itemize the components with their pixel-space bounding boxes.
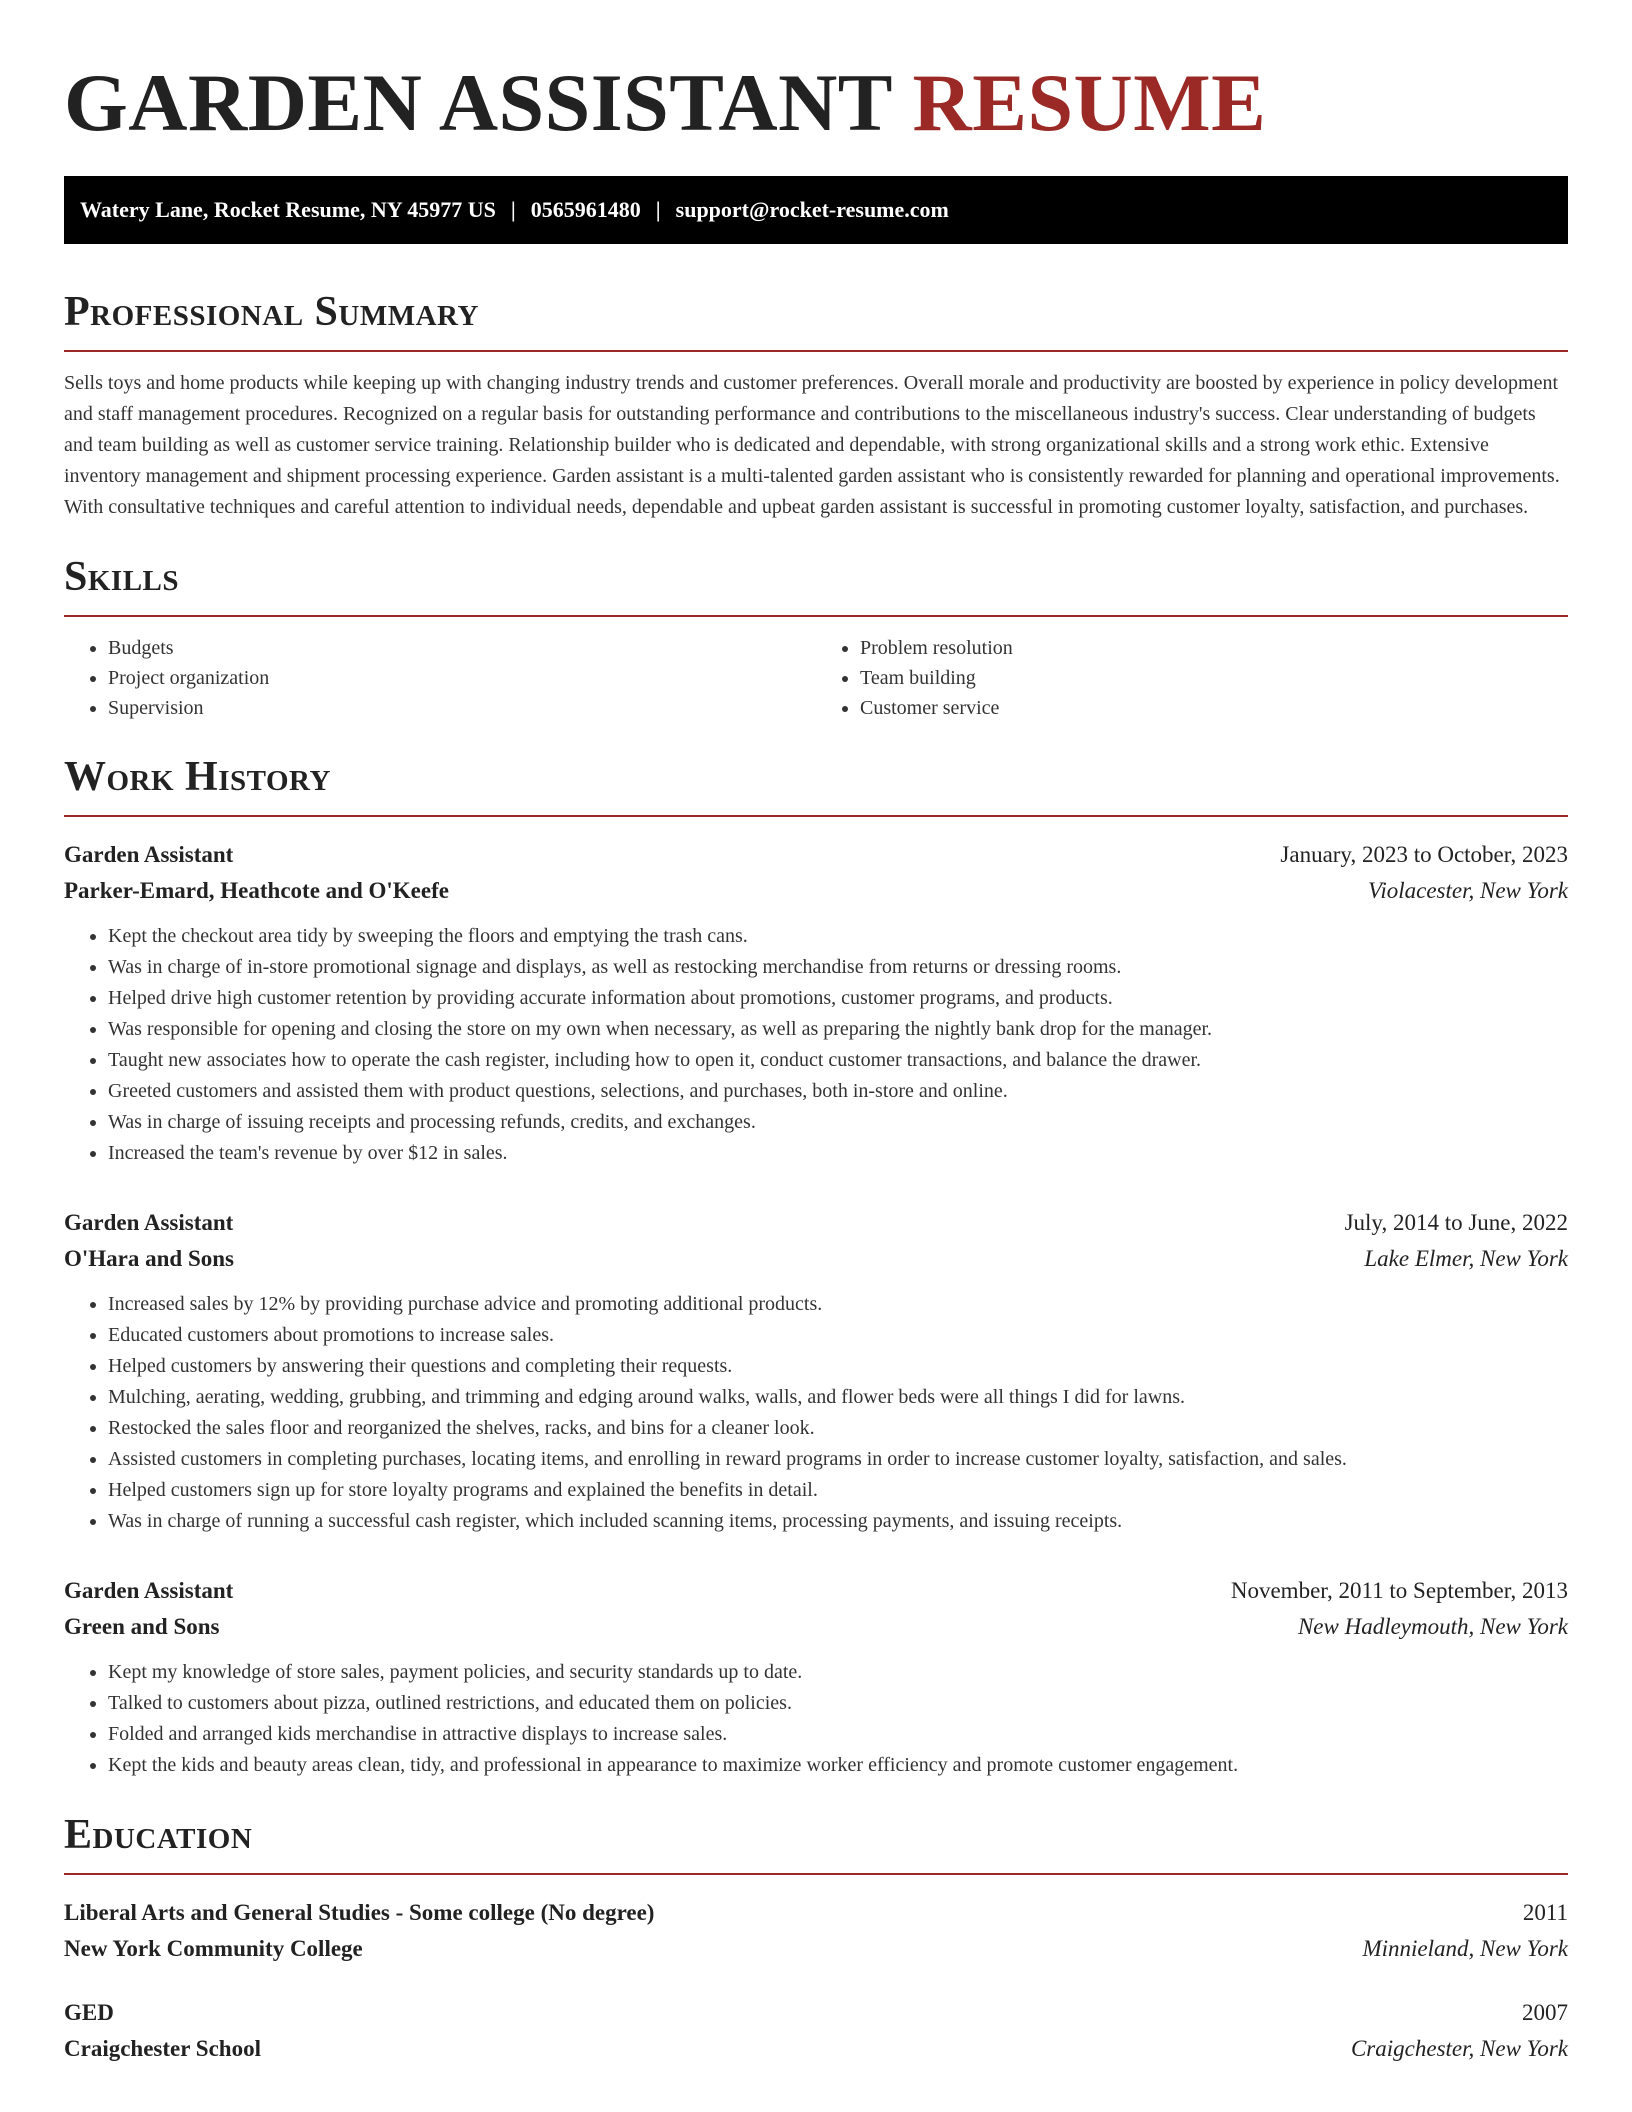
job-header-row — [64, 1205, 1568, 1241]
job-entry — [64, 1205, 1568, 1537]
job-bullet: • Increased the team's revenue by over $12 in sales. — [108, 1138, 1568, 1169]
job-bullet: • Restocked the sales floor and reorganized the shelves, racks, and bins for a cleaner look. — [108, 1413, 1568, 1444]
job-entry — [64, 1573, 1568, 1781]
job-dates: July, 2014 to June, 2022 — [1344, 1210, 1568, 1235]
title-main: GARDEN ASSISTANT — [64, 57, 892, 148]
section-heading-skills: Skills — [64, 554, 180, 600]
job-bullet: • Increased sales by 12% by providing purchase advice and promoting additional products. — [108, 1289, 1568, 1320]
job-bullets — [64, 921, 1568, 1169]
skills-section — [64, 553, 1568, 723]
job-bullet: • Taught new associates how to operate the cash register, including how to open it, conduct customer transactions, and balance the drawer. — [108, 1045, 1568, 1076]
job-bullet: • Helped drive high customer retention by providing accurate information about promotions, customer programs, and products. — [108, 983, 1568, 1014]
job-bullet: • Kept the kids and beauty areas clean, tidy, and professional in appearance to maximize worker efficiency and promote customer engagement. — [108, 1750, 1568, 1781]
job-location: Lake Elmer, New York — [1364, 1246, 1568, 1271]
skill-item: • Budgets — [108, 633, 816, 663]
job-bullet: • Mulching, aerating, wedding, grubbing, and trimming and edging around walks, walls, and flower beds were all things I did for lawns. — [108, 1382, 1568, 1413]
section-heading-summary: Professional Summary — [64, 289, 479, 335]
job-bullet: • Helped customers by answering their questions and completing their requests. — [108, 1351, 1568, 1382]
education-school-row — [64, 2031, 1568, 2067]
job-bullet: • Assisted customers in completing purchases, locating items, and enrolling in reward programs in order to increase customer loyalty, satisfaction, and sales. — [108, 1444, 1568, 1475]
education-degree: GED — [64, 2000, 114, 2025]
skill-item: • Project organization — [108, 663, 816, 693]
contact-separator: | — [655, 197, 661, 222]
skill-item: • Problem resolution — [860, 633, 1568, 663]
job-header-row — [64, 1573, 1568, 1609]
education-year: 2007 — [1522, 2000, 1568, 2025]
job-company-row — [64, 1609, 1568, 1645]
section-divider — [64, 1873, 1568, 1875]
job-company: Green and Sons — [64, 1614, 220, 1639]
job-dates: January, 2023 to October, 2023 — [1280, 842, 1568, 867]
section-divider — [64, 350, 1568, 352]
job-company-row — [64, 1241, 1568, 1277]
job-title: Garden Assistant — [64, 842, 234, 867]
job-company-row — [64, 873, 1568, 909]
job-bullet: • Helped customers sign up for store loyalty programs and explained the benefits in detail. — [108, 1475, 1568, 1506]
job-bullet: • Was responsible for opening and closing the store on my own when necessary, as well as preparing the nightly bank drop for the manager. — [108, 1014, 1568, 1045]
contact-separator: | — [510, 197, 516, 222]
section-heading-work-history: Work History — [64, 754, 331, 800]
job-bullet: • Folded and arranged kids merchandise in attractive displays to increase sales. — [108, 1719, 1568, 1750]
education-entry — [64, 1995, 1568, 2067]
education-header-row — [64, 1895, 1568, 1931]
job-bullets — [64, 1289, 1568, 1537]
resume-title — [64, 0, 1568, 146]
skills-column-right — [816, 633, 1568, 723]
contact-bar — [64, 176, 1568, 244]
job-bullet: • Greeted customers and assisted them with product questions, selections, and purchases, both in-store and online. — [108, 1076, 1568, 1107]
work-history-section — [64, 753, 1568, 1781]
job-bullet: • Was in charge of in-store promotional signage and displays, as well as restocking merchandise from returns or dressing rooms. — [108, 952, 1568, 983]
job-location: Violacester, New York — [1368, 878, 1568, 903]
job-dates: November, 2011 to September, 2013 — [1230, 1578, 1568, 1603]
job-title: Garden Assistant — [64, 1578, 234, 1603]
education-school: Craigchester School — [64, 2036, 261, 2061]
contact-address: Watery Lane, Rocket Resume, NY 45977 US — [80, 197, 496, 222]
resume-page — [64, 0, 1568, 2067]
education-entry — [64, 1895, 1568, 1967]
job-bullet: • Was in charge of issuing receipts and processing refunds, credits, and exchanges. — [108, 1107, 1568, 1138]
job-title: Garden Assistant — [64, 1210, 234, 1235]
section-heading-education: Education — [64, 1812, 253, 1858]
summary-text: Sells toys and home products while keeping up with changing industry trends and customer preferences. Overall morale and productivity are boosted by experience in policy development and staff management procedures. Recognized on a regular basis for outstanding performance and contributions to the miscellaneous industry's success. Clear understanding of budgets and team building as well as customer service training. Relationship builder who is dedicated and dependable, with strong organizational skills and a strong work ethic. Extensive inventory management and shipment processing experience. Garden assistant is a multi-talented garden assistant who is consistently rewarded for planning and operational improvements. With consultative techniques and careful attention to individual needs, dependable and upbeat garden assistant is successful in promoting customer loyalty, satisfaction, and purchases. — [64, 372, 1560, 518]
section-divider — [64, 815, 1568, 817]
education-location: Minnieland, New York — [1362, 1936, 1568, 1961]
education-section — [64, 1811, 1568, 2067]
job-bullet: • Educated customers about promotions to increase sales. — [108, 1320, 1568, 1351]
job-location: New Hadleymouth, New York — [1297, 1614, 1568, 1639]
summary-section — [64, 288, 1568, 523]
title-accent: RESUME — [912, 57, 1267, 148]
job-bullet: • Kept my knowledge of store sales, payment policies, and security standards up to date. — [108, 1657, 1568, 1688]
contact-email: support@rocket-resume.com — [675, 197, 949, 222]
education-year: 2011 — [1522, 1900, 1568, 1925]
job-bullet: • Talked to customers about pizza, outlined restrictions, and educated them on policies. — [108, 1688, 1568, 1719]
job-bullet: • Kept the checkout area tidy by sweeping the floors and emptying the trash cans. — [108, 921, 1568, 952]
contact-phone: 0565961480 — [530, 197, 641, 222]
job-bullet: • Was in charge of running a successful cash register, which included scanning items, processing payments, and issuing receipts. — [108, 1506, 1568, 1537]
job-company: Parker-Emard, Heathcote and O'Keefe — [64, 878, 449, 903]
job-entry — [64, 837, 1568, 1169]
job-header-row — [64, 837, 1568, 873]
education-header-row — [64, 1995, 1568, 2031]
education-school-row — [64, 1931, 1568, 1967]
skill-item: • Team building — [860, 663, 1568, 693]
education-degree: Liberal Arts and General Studies - Some college (No degree) — [64, 1900, 655, 1925]
skill-item: • Supervision — [108, 693, 816, 723]
skill-item: • Customer service — [860, 693, 1568, 723]
skills-list — [64, 633, 1568, 723]
job-bullets — [64, 1657, 1568, 1781]
education-school: New York Community College — [64, 1936, 363, 1961]
skills-column-left — [64, 633, 816, 723]
section-divider — [64, 615, 1568, 617]
education-location: Craigchester, New York — [1350, 2036, 1568, 2061]
job-company: O'Hara and Sons — [64, 1246, 234, 1271]
